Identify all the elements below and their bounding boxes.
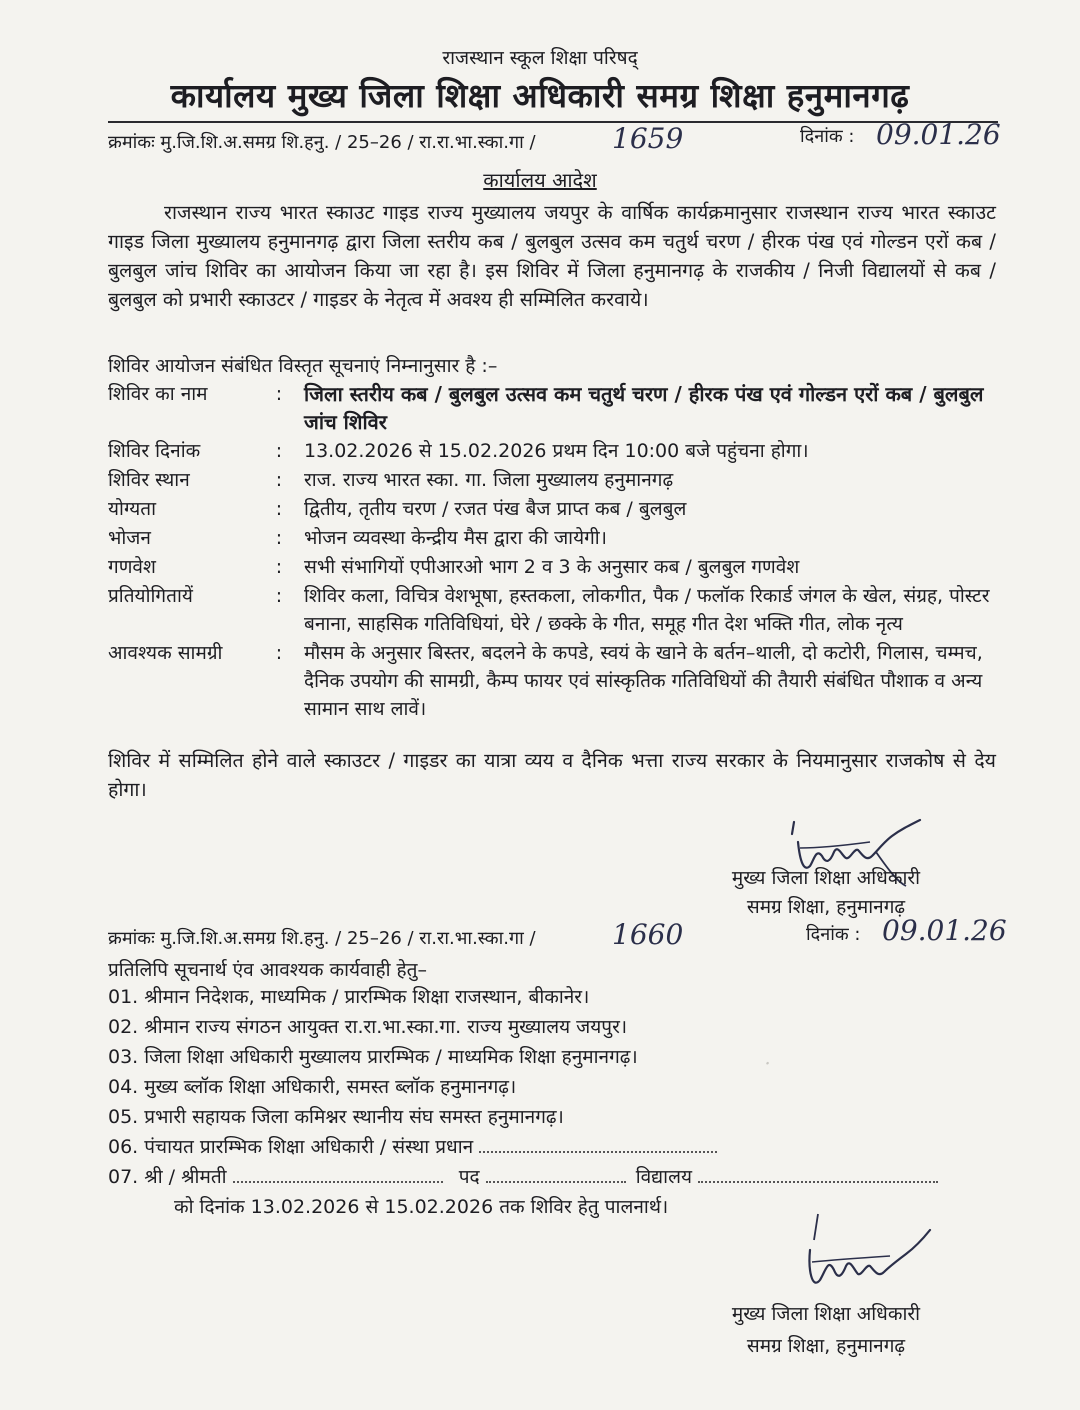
list-item: 01. श्रीमान निदेशक, माध्यमिक / प्रारम्भिक शिक्षा राजस्थान, बीकानेर। (108, 986, 590, 1008)
detail-label: भोजन (108, 527, 151, 549)
detail-label: योग्यता (108, 498, 157, 520)
detail-colon: : (275, 383, 283, 405)
signature-1-office: समग्र शिक्षा, हनुमानगढ़ (746, 896, 906, 918)
detail-row (108, 524, 998, 552)
signature-1-designation: मुख्य जिला शिक्षा अधिकारी (731, 867, 921, 889)
copy-list (108, 982, 998, 1222)
copy-item-7-prefix: 07. श्री / श्रीमती (108, 1166, 227, 1188)
signature-mark (790, 1210, 940, 1300)
list-item: 04. मुख्य ब्लॉक शिक्षा अधिकारी, समस्त ब्लॉक हनुमानगढ़। (108, 1076, 517, 1098)
detail-label: आवश्यक सामग्री (108, 642, 223, 664)
detail-colon: : (275, 440, 283, 462)
detail-row (108, 495, 998, 523)
signature-2-office: समग्र शिक्षा, हनुमानगढ़ (746, 1335, 906, 1357)
detail-row (108, 639, 998, 723)
detail-value: शिविर कला, विचित्र वेशभूषा, हस्तकला, लोकगीत, पैक / फलॉक रिकार्ड जंगल के खेल, संग्रह, पोस्टर बनाना, साहसिक गतिविधियां, घेरे / छक्के के गीत, समूह गीत देश भक्ति गीत, लोक नृत्य (304, 585, 990, 635)
order-reference (108, 130, 536, 154)
detail-colon: : (275, 585, 283, 607)
copy-number-handwritten: 1660 (612, 918, 684, 951)
detail-row (108, 553, 998, 581)
detail-row (108, 380, 998, 436)
organization-name: राजस्थान स्कूल शिक्षा परिषद् (442, 47, 638, 69)
detail-value: सभी संभागियों एपीआरओ भाग 2 व 3 के अनुसार कब / बुलबुल गणवेश (304, 556, 800, 578)
list-item: 02. श्रीमान राज्य संगठन आयुक्त रा.रा.भा.स्का.गा. राज्य मुख्यालय जयपुर। (108, 1016, 628, 1038)
fill-in-blank (233, 1163, 443, 1183)
detail-value: द्वितीय, तृतीय चरण / रजत पंख बैज प्राप्त कब / बुलबुल (304, 498, 687, 520)
detail-colon: : (275, 498, 283, 520)
closing-paragraph: शिविर में सम्मिलित होने वाले स्काउटर / गाइडर का यात्रा व्यय व दैनिक भत्ता राज्य सरकार के नियमानुसार राजकोष से देय होगा। (108, 749, 996, 801)
detail-colon: : (275, 527, 283, 549)
detail-label: शिविर का नाम (108, 383, 208, 405)
camp-details (108, 380, 998, 724)
bleed-through-mark: ˙ (760, 1060, 771, 1085)
intro-paragraph: राजस्थान राज्य भारत स्काउट गाइड राज्य मुख्यालय जयपुर के वार्षिक कार्यक्रमानुसार राजस्थान राज्य भारत स्काउट गाइड जिला मुख्यालय हनुमानगढ़ द्वारा जिला स्तरीय कब / बुलबुल उत्सव कम चतुर्थ चरण / हीरक पंख एवं गोल्डन एरों कब / बुलबुल जांच शिविर का आयोजन किया जा रहा है। इस शिविर में जिला हनुमानगढ़ के राजकीय / निजी विद्यालयों से कब / बुलबुल को प्रभारी स्काउटर / गाइडर के नेतृत्व में अवश्य ही सम्मिलित करवाये। (108, 201, 996, 311)
list-item (108, 1162, 998, 1192)
detail-value: 13.02.2026 से 15.02.2026 प्रथम दिन 10:00 बजे पहुंचना होगा। (304, 440, 809, 462)
details-intro: शिविर आयोजन संबंधित विस्तृत सूचनाएं निम्नानुसार है :– (108, 355, 498, 377)
detail-label: शिविर दिनांक (108, 440, 201, 462)
order-number-handwritten: 1659 (612, 122, 684, 155)
copy-item-7-school-label: विद्यालय (635, 1166, 692, 1188)
detail-label: प्रतियोगितायें (108, 585, 193, 607)
fill-in-blank (486, 1163, 626, 1183)
copy-date-handwritten: 09.01.26 (882, 914, 1007, 947)
list-item: 03. जिला शिक्षा अधिकारी मुख्यालय प्रारम्भिक / माध्यमिक शिक्षा हनुमानगढ़। (108, 1046, 638, 1068)
detail-label: गणवेश (108, 556, 156, 578)
order-title: कार्यालय आदेश (483, 168, 597, 192)
detail-colon: : (275, 642, 283, 664)
order-date-label: दिनांक : (800, 126, 855, 147)
signature-2-designation: मुख्य जिला शिक्षा अधिकारी (731, 1303, 921, 1325)
detail-label: शिविर स्थान (108, 469, 190, 491)
copy-kramank: क्रमांकः मु.जि.शि.अ.समग्र शि.हनु. / 25–26 / रा.रा.भा.स्का.गा / (108, 928, 536, 949)
list-item: 06. पंचायत प्रारम्भिक शिक्षा अधिकारी / संस्था प्रधान (108, 1132, 998, 1162)
header-divider (108, 121, 998, 123)
detail-row (108, 437, 998, 465)
order-kramank: क्रमांकः मु.जि.शि.अ.समग्र शि.हनु. / 25–26 / रा.रा.भा.स्का.गा / (108, 132, 536, 153)
copy-item-7-post-label: पद (458, 1166, 480, 1188)
list-item: 05. प्रभारी सहायक जिला कमिश्नर स्थानीय संघ समस्त हनुमानगढ़। (108, 1106, 564, 1128)
detail-value: भोजन व्यवस्था केन्द्रीय मैस द्वारा की जायेगी। (304, 527, 607, 549)
detail-row (108, 466, 998, 494)
detail-value: जिला स्तरीय कब / बुलबुल उत्सव कम चतुर्थ चरण / हीरक पंख एवं गोल्डन एरों कब / बुलबुल जांच शिविर (304, 382, 984, 434)
fill-in-blank (698, 1163, 938, 1183)
detail-value: मौसम के अनुसार बिस्तर, बदलने के कपडे, स्वयं के खाने के बर्तन–थाली, दो कटोरी, गिलास, चम्मच, दैनिक उपयोग की सामग्री, कैम्प फायर एवं सांस्कृतिक गतिविधियों की तैयारी संबंधित पौशाक व अन्य सामान साथ लावें। (304, 642, 983, 720)
office-title: कार्यालय मुख्य जिला शिक्षा अधिकारी समग्र शिक्षा हनुमानगढ़ (170, 76, 910, 115)
copy-closing: को दिनांक 13.02.2026 से 15.02.2026 तक शिविर हेतु पालनार्थ। (174, 1196, 669, 1218)
copy-intro: प्रतिलिपि सूचनार्थ एंव आवश्यक कार्यवाही हेतु– (108, 959, 427, 981)
order-date-handwritten: 09.01.26 (876, 118, 1001, 151)
detail-value: राज. राज्य भारत स्का. गा. जिला मुख्यालय हनुमानगढ़ (304, 469, 674, 491)
detail-colon: : (275, 556, 283, 578)
copy-date-label: दिनांक : (806, 924, 861, 945)
detail-row (108, 582, 998, 638)
detail-colon: : (275, 469, 283, 491)
fill-in-blank (479, 1133, 717, 1153)
